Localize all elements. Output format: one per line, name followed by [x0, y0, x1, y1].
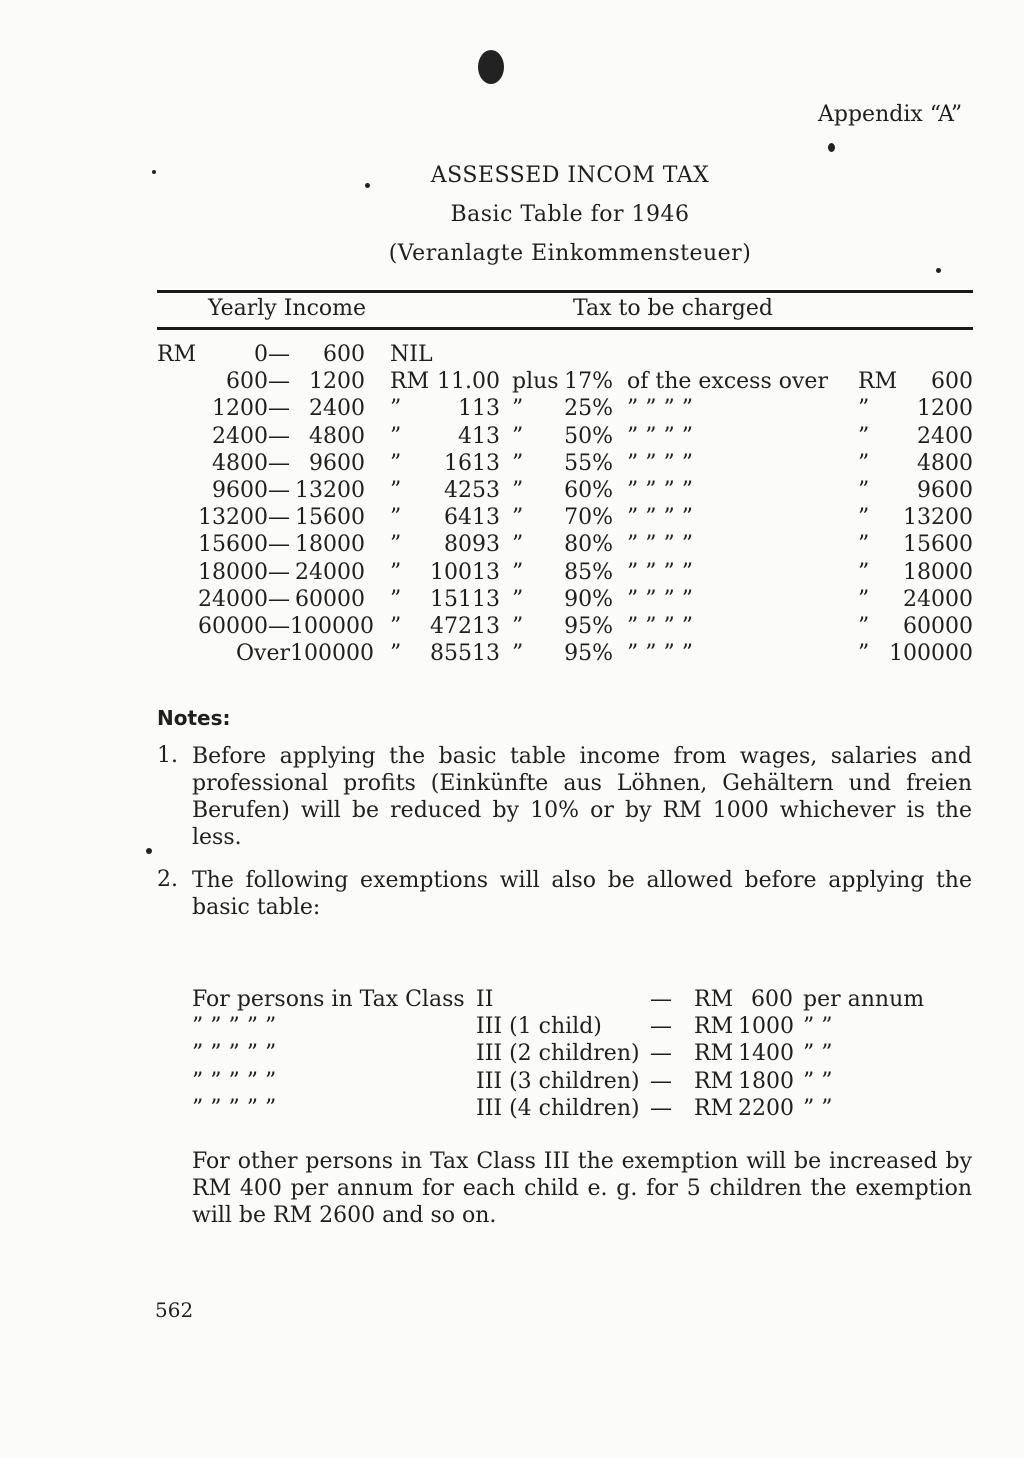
ink-blot — [478, 50, 504, 84]
cell-to: 100000 — [290, 641, 374, 667]
cell-to: 13200 — [295, 478, 365, 503]
cell-base: 8093 — [444, 532, 500, 558]
cell-base: 113 — [458, 396, 500, 422]
cell-excess: ” ” ” ” — [627, 423, 693, 449]
cell-plus: plus — [512, 369, 559, 395]
note-2-text: The following exemptions will also be allowed before applying the basic table: — [192, 868, 972, 920]
cell-base: 413 — [458, 423, 500, 449]
cell-pct: 25% — [564, 396, 613, 422]
cell-rm: ” — [390, 641, 402, 667]
cell-pct: 85% — [564, 559, 613, 585]
cell-base: 10013 — [430, 559, 500, 585]
cell-plus: ” — [512, 614, 524, 639]
exemption-who: ” ” ” ” ” — [192, 1014, 277, 1040]
cell-from: 0— — [254, 342, 290, 367]
cell-rm2: RM — [858, 369, 898, 395]
cell-pct: 50% — [564, 423, 613, 449]
cell-from: 1200— — [212, 396, 290, 422]
cell-to: 1200 — [309, 369, 365, 395]
cell-rm: ” — [390, 614, 402, 639]
cell-to: 15600 — [295, 505, 365, 531]
cell-from: 15600— — [198, 532, 290, 558]
cell-plus: ” — [512, 423, 524, 449]
cell-rm2: ” — [858, 586, 870, 612]
cell-over: 9600 — [917, 478, 973, 503]
cell-rm: ” — [390, 532, 402, 558]
cell-excess: ” ” ” ” — [627, 450, 693, 476]
exemption-dash: — — [650, 1095, 672, 1121]
note-1-text: Before applying the basic table income from wages, salaries and professional profits (Einkünfte aus Löhnen, Gehältern und freien Berufen) will be reduced by 10% or by RM 1000 whichever is the less. — [192, 744, 972, 850]
exemption-who: For persons in Tax Class — [192, 987, 465, 1012]
cell-over: 4800 — [917, 450, 973, 476]
cell-rm: NIL — [390, 342, 433, 367]
cell-rm: ” — [390, 396, 402, 422]
cell-excess: ” ” ” ” — [627, 478, 693, 503]
exemption-dash: — — [650, 1041, 672, 1067]
cell-plus: ” — [512, 450, 524, 476]
cell-to: 18000 — [295, 532, 365, 558]
cell-to: 60000 — [295, 586, 365, 612]
exemption-who: ” ” ” ” ” — [192, 1095, 277, 1121]
cell-to: 9600 — [309, 450, 365, 476]
cell-plus: ” — [512, 532, 524, 558]
cell-to: 4800 — [309, 423, 365, 449]
cell-rm2: ” — [858, 450, 870, 476]
cell-from: 600— — [226, 369, 290, 395]
cell-to: 2400 — [309, 396, 365, 422]
exemption-amt: 1400 — [738, 1041, 794, 1067]
cell-excess: ” ” ” ” — [627, 614, 693, 639]
cell-rm: ” — [390, 559, 402, 585]
cell-over: 100000 — [889, 641, 973, 667]
exemption-cls: III (4 children) — [476, 1095, 640, 1121]
exemption-amt: 600 — [751, 987, 793, 1012]
cell-pct: 60% — [564, 478, 613, 503]
cell-pct: 17% — [564, 369, 613, 395]
cell-plus: ” — [512, 478, 524, 503]
appendix-label: Appendix “A” — [818, 102, 963, 127]
cell-rm: ” — [390, 450, 402, 476]
note-1-number: 1. — [157, 743, 178, 768]
cell-rm: ” — [390, 505, 402, 531]
exemption-who: ” ” ” ” ” — [192, 1068, 277, 1094]
table-top-rule — [157, 290, 973, 293]
cell-over: 18000 — [903, 559, 973, 585]
cell-base: 47213 — [430, 614, 500, 639]
ink-dot — [936, 268, 941, 273]
cell-rm2: ” — [858, 614, 870, 639]
cell-base: 6413 — [444, 505, 500, 531]
cell-excess: ” ” ” ” — [627, 505, 693, 531]
exemption-per: ” ” — [803, 1041, 833, 1067]
cell-base: 1613 — [444, 450, 500, 476]
header-tax-charged: Tax to be charged — [573, 296, 773, 321]
ink-dot — [828, 143, 835, 152]
cell-plus: ” — [512, 586, 524, 612]
cell-to: 24000 — [295, 559, 365, 585]
ink-dot — [146, 848, 152, 854]
cell-plus: ” — [512, 505, 524, 531]
cell-rm2: ” — [858, 532, 870, 558]
cell-pct: 95% — [564, 641, 613, 667]
cell-from: 2400— — [212, 423, 290, 449]
cell-over: 15600 — [903, 532, 973, 558]
exemption-dash: — — [650, 1068, 672, 1094]
exemption-who: ” ” ” ” ” — [192, 1041, 277, 1067]
cell-base: 85513 — [430, 641, 500, 667]
cell-rm2: ” — [858, 423, 870, 449]
cell-rm: RM — [390, 369, 430, 395]
exemption-rm: RM — [694, 1068, 734, 1094]
cell-over: 13200 — [903, 505, 973, 531]
exemption-per: ” ” — [803, 1095, 833, 1121]
cell-rm2: ” — [858, 396, 870, 422]
exemption-rm: RM — [694, 1041, 734, 1067]
exemption-per: ” ” — [803, 1068, 833, 1094]
closing-paragraph: For other persons in Tax Class III the exemption will be increased by RM 400 per annum for each child e. g. for 5 children the exemption will be RM 2600 and so on. — [192, 1149, 972, 1228]
cell-from: 24000— — [198, 586, 290, 612]
cell-plus: ” — [512, 396, 524, 422]
cell-rm2: ” — [858, 505, 870, 531]
cell-excess: ” ” ” ” — [627, 396, 693, 422]
exemption-cls: II — [476, 987, 494, 1012]
header-yearly-income: Yearly Income — [208, 296, 367, 321]
cell-from: 4800— — [212, 450, 290, 476]
exemption-cls: III (1 child) — [476, 1014, 602, 1040]
cell-pct: 80% — [564, 532, 613, 558]
cell-from: 18000— — [198, 559, 290, 585]
table-header-rule — [157, 327, 973, 330]
cell-rm2: ” — [858, 641, 870, 667]
exemption-rm: RM — [694, 1014, 734, 1040]
cell-from: 9600— — [212, 478, 290, 503]
cell-pct: 90% — [564, 586, 613, 612]
notes-heading: Notes: — [157, 706, 231, 730]
cell-from: 13200— — [198, 505, 290, 531]
exemption-amt: 1000 — [738, 1014, 794, 1040]
document-title: ASSESSED INCOM TAX — [430, 163, 710, 188]
cell-excess: ” ” ” ” — [627, 532, 693, 558]
cell-to: 600 — [323, 342, 365, 367]
exemption-dash: — — [650, 1014, 672, 1040]
note-2-number: 2. — [157, 867, 178, 892]
cell-base: 11.00 — [437, 369, 500, 395]
cell-over: 600 — [931, 369, 973, 395]
cell-base: 4253 — [444, 478, 500, 503]
exemption-cls: III (2 children) — [476, 1041, 640, 1067]
cell-plus: ” — [512, 559, 524, 585]
cell-excess: of the excess over — [627, 369, 828, 395]
page-number: 562 — [155, 1298, 194, 1322]
exemption-amt: 2200 — [738, 1095, 794, 1121]
cell-pct: 55% — [564, 450, 613, 476]
cell-from: 60000— — [198, 614, 290, 639]
exemption-per: ” ” — [803, 1014, 833, 1040]
cell-over: 24000 — [903, 586, 973, 612]
exemption-rm: RM — [694, 987, 734, 1012]
cell-excess: ” ” ” ” — [627, 559, 693, 585]
exemption-cls: III (3 children) — [476, 1068, 640, 1094]
exemption-amt: 1800 — [738, 1068, 794, 1094]
cell-base: 15113 — [430, 586, 500, 612]
exemption-dash: — — [650, 987, 672, 1012]
cell-from: Over — [235, 641, 290, 667]
cell-rm: ” — [390, 478, 402, 503]
cell-over: 1200 — [917, 396, 973, 422]
cell-cur: RM — [157, 342, 197, 367]
cell-rm2: ” — [858, 559, 870, 585]
cell-excess: ” ” ” ” — [627, 641, 693, 667]
german-title: (Veranlagte Einkommensteuer) — [388, 241, 752, 266]
cell-rm: ” — [390, 423, 402, 449]
cell-pct: 95% — [564, 614, 613, 639]
exemption-per: per annum — [803, 987, 925, 1012]
cell-plus: ” — [512, 641, 524, 667]
cell-over: 2400 — [917, 423, 973, 449]
cell-rm2: ” — [858, 478, 870, 503]
document-subtitle: Basic Table for 1946 — [450, 202, 690, 227]
cell-to: 100000 — [290, 614, 374, 639]
cell-excess: ” ” ” ” — [627, 586, 693, 612]
cell-over: 60000 — [903, 614, 973, 639]
cell-rm: ” — [390, 586, 402, 612]
cell-pct: 70% — [564, 505, 613, 531]
exemption-rm: RM — [694, 1095, 734, 1121]
